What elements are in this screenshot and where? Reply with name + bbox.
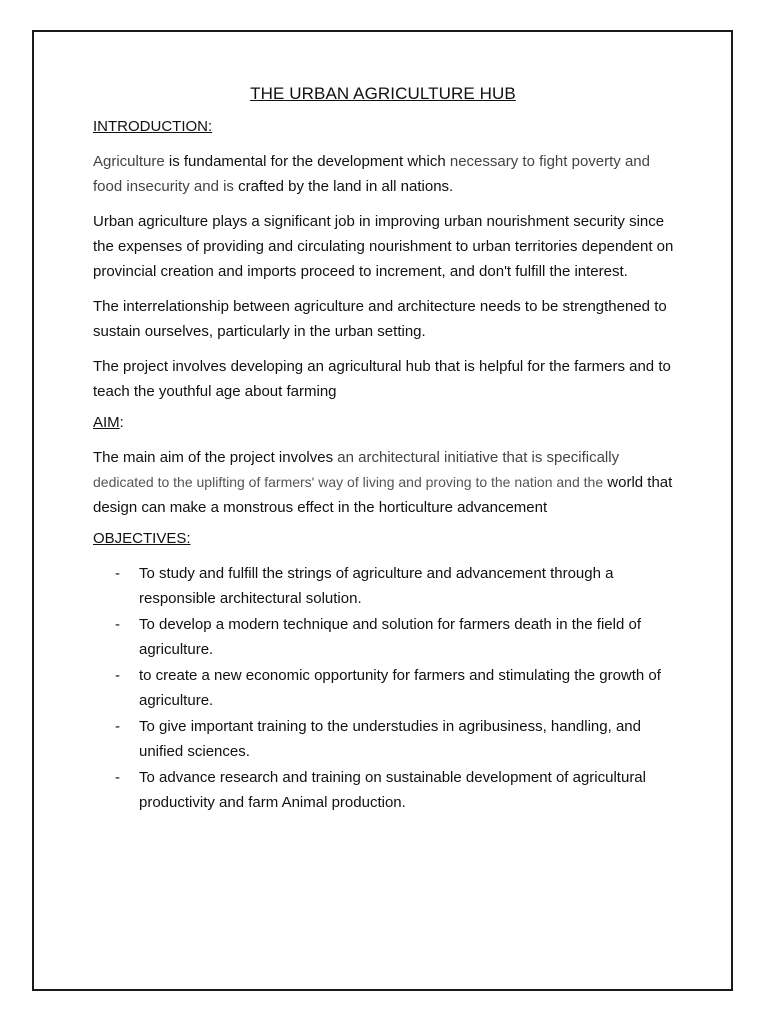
document-title: THE URBAN AGRICULTURE HUB <box>250 84 516 103</box>
intro-paragraph-1 <box>93 149 683 199</box>
objectives-list <box>93 561 683 815</box>
aim-paragraph <box>93 445 683 520</box>
intro-p1-part-a: Agriculture <box>93 153 165 170</box>
bullet-dash: - <box>115 718 120 735</box>
introduction-heading-text: INTRODUCTION: <box>93 118 213 135</box>
objective-text: To develop a modern technique and solution for farmers death in the field of agriculture. <box>139 616 641 658</box>
document-body <box>93 84 683 816</box>
bullet-dash: - <box>115 667 120 684</box>
bullet-dash: - <box>115 565 120 582</box>
objective-text: To study and fulfill the strings of agriculture and advancement through a responsible architectural solution. <box>139 565 614 607</box>
aim-p-part-d: world that design can make a monstrous effect in the horticulture advancement <box>93 474 673 516</box>
aim-heading-colon: : <box>119 414 124 431</box>
bullet-dash: - <box>115 616 120 633</box>
objective-text: To give important training to the understudies in agribusiness, handling, and unified sciences. <box>139 718 641 760</box>
list-item <box>93 612 683 662</box>
list-item <box>93 765 683 815</box>
aim-p-part-a: The main aim of the project involves <box>93 449 334 466</box>
aim-p-part-c: dedicated to the uplifting of farmers' way of living and proving to the nation and the <box>93 474 604 490</box>
bullet-dash: - <box>115 769 120 786</box>
list-item <box>93 561 683 611</box>
introduction-heading <box>93 118 683 135</box>
objective-text: to create a new economic opportunity for farmers and stimulating the growth of agriculture. <box>139 667 661 709</box>
intro-paragraph-2: Urban agriculture plays a significant job in improving urban nourishment security since the expenses of providing and circulating nourishment to urban territories dependent on provincial creation and imports proceed to increment, and don't fulfill the interest. <box>93 213 674 280</box>
intro-p1-part-d: crafted by the land in all nations. <box>233 178 454 195</box>
aim-heading-text: AIM <box>93 414 120 431</box>
list-item <box>93 714 683 764</box>
intro-p1-part-b: is fundamental for the development which <box>164 153 450 170</box>
intro-paragraph-4: The project involves developing an agricultural hub that is helpful for the farmers and to teach the youthful age about farming <box>93 358 671 400</box>
aim-heading <box>93 414 683 431</box>
aim-p-part-b: an architectural initiative that is specifically <box>333 449 620 466</box>
intro-paragraph-3: The interrelationship between agriculture and architecture needs to be strengthened to sustain ourselves, particularly in the urban setting. <box>93 298 667 340</box>
objective-text: To advance research and training on sustainable development of agricultural productivity and farm Animal production. <box>139 769 646 811</box>
intro-p1-part-c: necessary to fight poverty and food insecurity and is <box>93 153 650 195</box>
list-item <box>93 663 683 713</box>
objectives-heading: OBJECTIVES: <box>93 530 191 547</box>
